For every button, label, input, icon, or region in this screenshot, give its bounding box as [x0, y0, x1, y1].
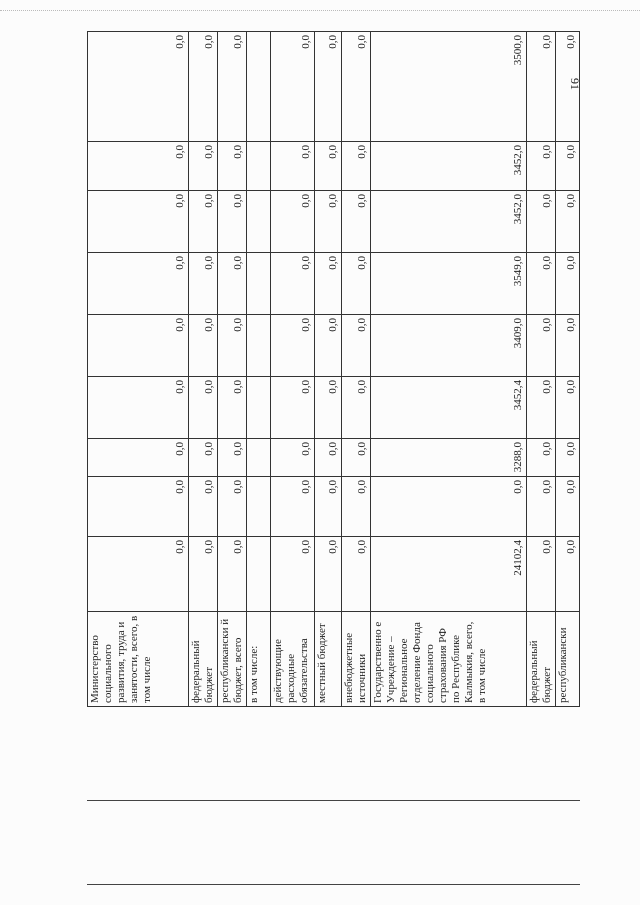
value-cell: 0,0	[341, 253, 370, 315]
value-cell	[246, 142, 270, 191]
row-label: внебюджетные источники	[341, 612, 370, 707]
value-cell: 0,0	[341, 477, 370, 537]
value-cell: 0,0	[526, 191, 555, 253]
value-cell: 0,0	[271, 142, 315, 191]
value-cell: 0,0	[341, 439, 370, 477]
rotated-table-wrapper	[87, 32, 580, 707]
value-cell: 0,0	[315, 537, 341, 612]
value-cell: 0,0	[271, 191, 315, 253]
value-cell	[246, 537, 270, 612]
row-label: федеральный бюджет	[526, 612, 555, 707]
value-cell: 0,0	[341, 32, 370, 142]
row-label: Министерство социального развития, труда и занятости, всего, в том числе	[88, 612, 189, 707]
value-cell	[246, 377, 270, 439]
value-cell: 0,0	[88, 477, 189, 537]
row-label: в том числе:	[246, 612, 270, 707]
table-row	[526, 32, 555, 707]
value-cell: 3549,0	[370, 253, 526, 315]
value-cell: 0,0	[217, 142, 246, 191]
value-cell	[246, 253, 270, 315]
budget-table	[87, 31, 580, 707]
value-cell: 0,0	[188, 537, 217, 612]
value-cell: 0,0	[271, 377, 315, 439]
value-cell: 0,0	[526, 32, 555, 142]
value-cell: 0,0	[88, 32, 189, 142]
value-cell: 0,0	[271, 477, 315, 537]
table-row	[555, 32, 579, 707]
value-cell: 0,0	[88, 253, 189, 315]
value-cell: 0,0	[526, 477, 555, 537]
value-cell: 0,0	[188, 315, 217, 377]
value-cell	[246, 315, 270, 377]
value-cell: 0,0	[341, 537, 370, 612]
table-row	[315, 32, 341, 707]
value-cell: 0,0	[217, 439, 246, 477]
value-cell: 0,0	[315, 477, 341, 537]
value-cell: 0,0	[315, 253, 341, 315]
value-cell: 0,0	[555, 315, 579, 377]
value-cell: 0,0	[188, 142, 217, 191]
scan-edge	[0, 10, 640, 11]
value-cell: 0,0	[341, 377, 370, 439]
row-label: федеральный бюджет	[188, 612, 217, 707]
value-cell: 0,0	[217, 377, 246, 439]
value-cell: 0,0	[555, 142, 579, 191]
row-label: действующие расходные обязательства	[271, 612, 315, 707]
value-cell: 0,0	[188, 253, 217, 315]
table-row	[217, 32, 246, 707]
value-cell: 0,0	[88, 537, 189, 612]
value-cell: 0,0	[271, 315, 315, 377]
horizontal-rule	[87, 800, 580, 801]
value-cell: 24102,4	[370, 537, 526, 612]
value-cell: 0,0	[315, 191, 341, 253]
value-cell	[246, 191, 270, 253]
value-cell: 0,0	[555, 439, 579, 477]
value-cell: 0,0	[88, 439, 189, 477]
value-cell: 0,0	[188, 477, 217, 537]
table-row	[88, 32, 189, 707]
row-label: республикански	[555, 612, 579, 707]
value-cell: 0,0	[188, 32, 217, 142]
value-cell: 0,0	[555, 32, 579, 142]
row-label: Государственно е Учреждение – Региональное отделение Фонда социального страхования РФ по Республике Калмыкия, всего, в том числе	[370, 612, 526, 707]
value-cell: 3288,0	[370, 439, 526, 477]
value-cell: 0,0	[526, 439, 555, 477]
value-cell: 3452,4	[370, 377, 526, 439]
value-cell	[246, 477, 270, 537]
value-cell: 3409,0	[370, 315, 526, 377]
value-cell: 0,0	[555, 253, 579, 315]
value-cell: 0,0	[315, 377, 341, 439]
value-cell: 0,0	[217, 477, 246, 537]
value-cell: 0,0	[555, 191, 579, 253]
horizontal-rule	[87, 884, 580, 885]
table-row	[370, 32, 526, 707]
value-cell: 0,0	[88, 315, 189, 377]
table-row	[246, 32, 270, 707]
value-cell: 0,0	[217, 32, 246, 142]
value-cell: 0,0	[88, 377, 189, 439]
value-cell: 0,0	[271, 439, 315, 477]
value-cell	[246, 439, 270, 477]
value-cell: 0,0	[188, 191, 217, 253]
value-cell: 0,0	[217, 191, 246, 253]
value-cell: 0,0	[217, 537, 246, 612]
value-cell: 0,0	[271, 32, 315, 142]
value-cell: 0,0	[315, 439, 341, 477]
value-cell: 0,0	[555, 477, 579, 537]
value-cell: 3452,0	[370, 191, 526, 253]
row-label: местный бюджет	[315, 612, 341, 707]
value-cell: 0,0	[315, 32, 341, 142]
value-cell: 0,0	[526, 377, 555, 439]
value-cell: 0,0	[555, 377, 579, 439]
value-cell: 0,0	[271, 253, 315, 315]
value-cell: 0,0	[315, 142, 341, 191]
row-label: республикански й бюджет, всего	[217, 612, 246, 707]
value-cell: 0,0	[526, 142, 555, 191]
value-cell: 0,0	[526, 315, 555, 377]
value-cell: 0,0	[341, 315, 370, 377]
table-row	[271, 32, 315, 707]
value-cell: 0,0	[88, 142, 189, 191]
value-cell: 0,0	[315, 315, 341, 377]
value-cell: 0,0	[217, 253, 246, 315]
value-cell: 0,0	[526, 537, 555, 612]
value-cell: 3500,0	[370, 32, 526, 142]
value-cell: 0,0	[88, 191, 189, 253]
value-cell: 0,0	[526, 253, 555, 315]
value-cell: 0,0	[370, 477, 526, 537]
value-cell: 0,0	[188, 439, 217, 477]
table-row	[341, 32, 370, 707]
value-cell: 0,0	[341, 142, 370, 191]
value-cell: 0,0	[341, 191, 370, 253]
value-cell: 0,0	[217, 315, 246, 377]
value-cell: 0,0	[271, 537, 315, 612]
value-cell	[246, 32, 270, 142]
value-cell: 3452,0	[370, 142, 526, 191]
value-cell: 0,0	[188, 377, 217, 439]
table-row	[188, 32, 217, 707]
value-cell: 0,0	[555, 537, 579, 612]
page-number: 91	[568, 78, 582, 90]
